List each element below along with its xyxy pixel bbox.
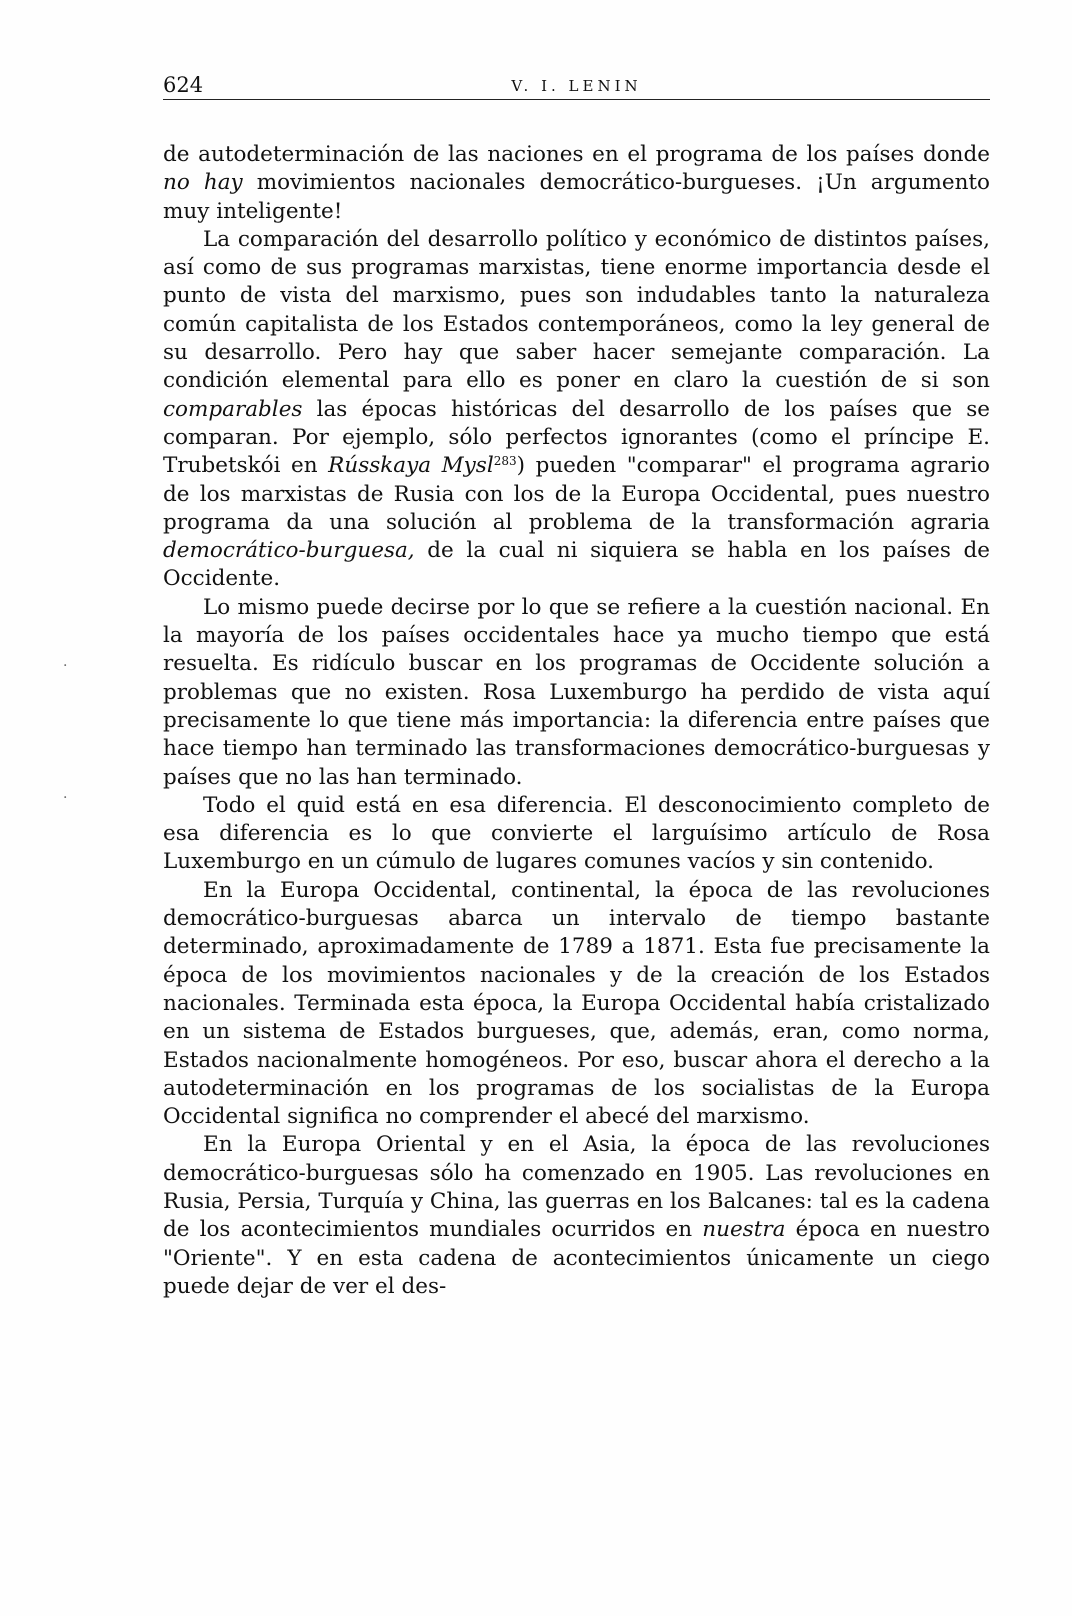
italic-text: no hay <box>163 170 243 196</box>
text-run: La comparación del desarrollo político y económico de distintos países, así como de sus programas marxistas, tiene enorme importancia desde el punto de vista del marxismo, pues son indudables tanto la naturaleza común capitalista de los Estados contemporáneos, como la ley general de su desarrollo. Pero hay que saber hacer semejante comparación. La condición elemental para ello es poner en claro la cuestión de si son <box>163 226 990 394</box>
body-text <box>163 141 990 1301</box>
margin-speck-mark: · <box>63 658 68 674</box>
footnote-ref: 283 <box>493 454 517 469</box>
paragraph <box>163 141 990 226</box>
text-run: las épocas históricas del desarrollo de los países que se comparan. Por ejemplo, sólo perfectos ignorantes (como el príncipe E. Trubetskói en <box>163 396 990 479</box>
running-head: V. I. LENIN <box>511 77 642 95</box>
text-run: En la Europa Oriental y en el Asia, la época de las revoluciones democrático-burguesas sólo ha comenzado en 1905. Las revoluciones en Rusia, Persia, Turquía y China, las guerras en los Balcanes: tal es la cadena de los acontecimientos mundiales ocurridos en <box>163 1132 990 1243</box>
italic-text: nuestra <box>702 1217 786 1243</box>
paragraph <box>163 594 990 792</box>
text-run: ) pueden "comparar" el programa agrario de los marxistas de Rusia con los de la Europa Occidental, pues nuestro programa da una solución al problema de la transformación agraria <box>163 453 990 535</box>
page-number: 624 <box>163 73 204 97</box>
italic-text: democrático-burguesa, <box>163 538 415 564</box>
text-run: Todo el quid está en esa diferencia. El desconocimiento completo de esa diferencia es lo que convierte el larguísimo artículo de Rosa Luxemburgo en un cúmulo de lugares comunes vacíos y sin contenido. <box>163 792 990 875</box>
text-run: de autodeterminación de las naciones en el programa de los países donde <box>163 142 990 167</box>
italic-text: Rússkaya Mysl <box>328 453 494 479</box>
text-run: movimientos nacionales democrático-burgueses. ¡Un argumento muy inteligente! <box>163 170 991 224</box>
margin-speck-mark: · <box>63 790 68 806</box>
text-run: época en nuestro "Oriente". Y en esta cadena de acontecimientos únicamente un ciego puede dejar de ver el des- <box>163 1217 990 1299</box>
text-run: En la Europa Occidental, continental, la época de las revoluciones democrático-burguesas abarca un intervalo de tiempo bastante determinado, aproximadamente de 1789 a 1871. Esta fue precisamente la época de los movimientos nacionales y de la creación de los Estados nacionales. Terminada esta época, la Europa Occidental había cristalizado en un sistema de Estados burgueses, que, además, eran, como norma, Estados nacionalmente homogéneos. Por eso, buscar ahora el derecho a la autodeterminación en los programas de los socialistas de la Europa Occidental significa no comprender el abecé del marxismo. <box>163 877 990 1130</box>
text-run: de la cual ni siquiera se habla en los países de Occidente. <box>163 538 990 592</box>
paragraph <box>163 1131 990 1301</box>
paragraph <box>163 792 990 877</box>
text-run: Lo mismo puede decirse por lo que se refiere a la cuestión nacional. En la mayoría de los países occidentales hace ya mucho tiempo que está resuelta. Es ridículo buscar en los programas de Occidente solución a problemas que no existen. Rosa Luxemburgo ha perdido de vista aquí precisamente lo que tiene más importancia: la diferencia entre países que hace tiempo han terminado las transformaciones democrático-burguesas y países que no las han terminado. <box>163 594 990 790</box>
paragraph <box>163 877 990 1132</box>
header-rule <box>163 99 990 100</box>
italic-text: comparables <box>163 396 303 422</box>
paragraph <box>163 226 990 594</box>
